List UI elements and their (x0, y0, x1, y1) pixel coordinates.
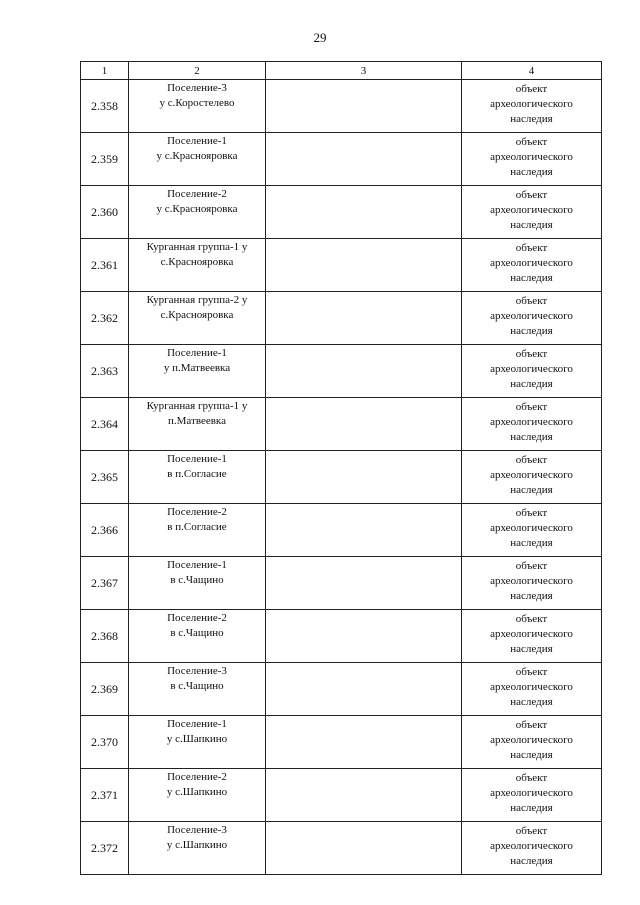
object-category-cell: объект археологического наследия (462, 239, 602, 292)
table-row (81, 557, 602, 610)
column-3-cell (266, 716, 462, 769)
column-3-cell (266, 292, 462, 345)
table-row (81, 186, 602, 239)
object-category-cell: объект археологического наследия (462, 451, 602, 504)
column-header-1: 1 (81, 62, 129, 80)
object-name-cell: Поселение-2 в с.Чащино (129, 610, 266, 663)
row-number-cell: 2.371 (81, 769, 129, 822)
object-name-cell: Курганная группа-1 у п.Матвеевка (129, 398, 266, 451)
object-name-cell: Курганная группа-2 у с.Краснояровка (129, 292, 266, 345)
object-category-cell: объект археологического наследия (462, 769, 602, 822)
table-row (81, 398, 602, 451)
row-number-cell: 2.370 (81, 716, 129, 769)
column-3-cell (266, 186, 462, 239)
table-header (81, 62, 602, 80)
heritage-objects-table (80, 61, 602, 875)
table-row (81, 663, 602, 716)
object-category-cell: объект археологического наследия (462, 80, 602, 133)
row-number-cell: 2.363 (81, 345, 129, 398)
column-3-cell (266, 398, 462, 451)
object-category-cell: объект археологического наследия (462, 504, 602, 557)
row-number-cell: 2.360 (81, 186, 129, 239)
table-row (81, 239, 602, 292)
row-number-cell: 2.369 (81, 663, 129, 716)
table-row (81, 451, 602, 504)
object-category-cell: объект археологического наследия (462, 133, 602, 186)
object-name-cell: Поселение-3 в с.Чащино (129, 663, 266, 716)
column-header-3: 3 (266, 62, 462, 80)
column-3-cell (266, 80, 462, 133)
row-number-cell: 2.361 (81, 239, 129, 292)
row-number-cell: 2.365 (81, 451, 129, 504)
column-3-cell (266, 822, 462, 875)
object-name-cell: Курганная группа-1 у с.Краснояровка (129, 239, 266, 292)
column-3-cell (266, 451, 462, 504)
object-name-cell: Поселение-2 у с.Краснояровка (129, 186, 266, 239)
column-header-4: 4 (462, 62, 602, 80)
object-name-cell: Поселение-3 у с.Шапкино (129, 822, 266, 875)
column-3-cell (266, 769, 462, 822)
table-row (81, 504, 602, 557)
object-category-cell: объект археологического наследия (462, 557, 602, 610)
row-number-cell: 2.366 (81, 504, 129, 557)
object-category-cell: объект археологического наследия (462, 610, 602, 663)
object-name-cell: Поселение-1 у с.Шапкино (129, 716, 266, 769)
table-row (81, 133, 602, 186)
table-row (81, 80, 602, 133)
object-name-cell: Поселение-1 у с.Краснояровка (129, 133, 266, 186)
row-number-cell: 2.368 (81, 610, 129, 663)
row-number-cell: 2.359 (81, 133, 129, 186)
object-category-cell: объект археологического наследия (462, 186, 602, 239)
column-3-cell (266, 610, 462, 663)
row-number-cell: 2.362 (81, 292, 129, 345)
object-name-cell: Поселение-1 в с.Чащино (129, 557, 266, 610)
table-row (81, 822, 602, 875)
object-name-cell: Поселение-1 у п.Матвеевка (129, 345, 266, 398)
table-row (81, 716, 602, 769)
object-category-cell: объект археологического наследия (462, 345, 602, 398)
object-category-cell: объект археологического наследия (462, 663, 602, 716)
object-category-cell: объект археологического наследия (462, 398, 602, 451)
page-number: 29 (313, 30, 327, 45)
column-3-cell (266, 345, 462, 398)
object-category-cell: объект археологического наследия (462, 716, 602, 769)
row-number-cell: 2.358 (81, 80, 129, 133)
object-name-cell: Поселение-2 в п.Согласие (129, 504, 266, 557)
column-3-cell (266, 557, 462, 610)
object-name-cell: Поселение-1 в п.Согласие (129, 451, 266, 504)
table-row (81, 345, 602, 398)
row-number-cell: 2.372 (81, 822, 129, 875)
table-row (81, 292, 602, 345)
column-3-cell (266, 504, 462, 557)
object-category-cell: объект археологического наследия (462, 292, 602, 345)
object-name-cell: Поселение-2 у с.Шапкино (129, 769, 266, 822)
object-category-cell: объект археологического наследия (462, 822, 602, 875)
column-3-cell (266, 663, 462, 716)
row-number-cell: 2.364 (81, 398, 129, 451)
table-row (81, 610, 602, 663)
object-name-cell: Поселение-3 у с.Коростелево (129, 80, 266, 133)
column-header-2: 2 (129, 62, 266, 80)
table-row (81, 769, 602, 822)
column-3-cell (266, 239, 462, 292)
table-header-row (81, 62, 602, 80)
row-number-cell: 2.367 (81, 557, 129, 610)
column-3-cell (266, 133, 462, 186)
table-body (81, 80, 602, 875)
